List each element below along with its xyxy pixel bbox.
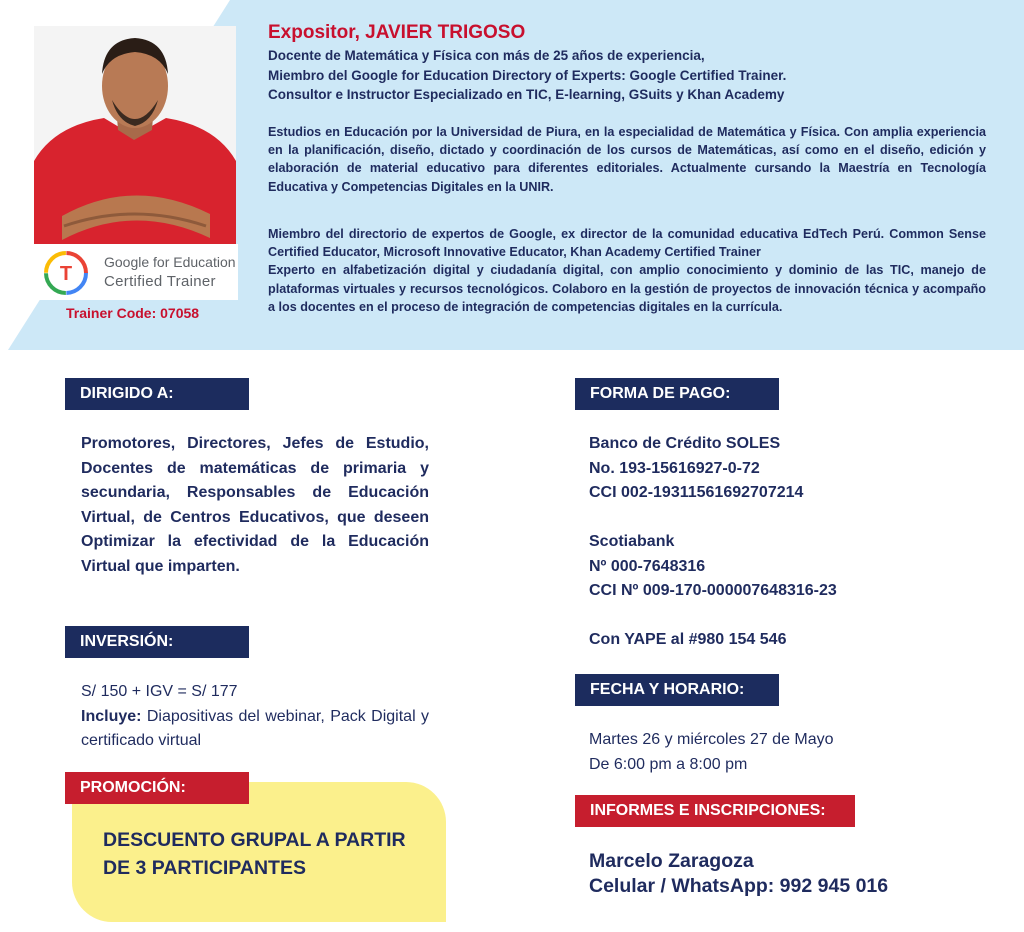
expositor-bio-2 — [268, 225, 986, 316]
bcp-line: CCI 002-19311561692707214 — [589, 484, 804, 501]
svg-text:T: T — [59, 263, 73, 285]
contact-phone: Celular / WhatsApp: 992 945 016 — [589, 875, 889, 897]
google-certified-trainer-logo-icon — [42, 249, 90, 297]
promocion-header: PROMOCIÓN: — [65, 772, 249, 804]
informes-header: INFORMES E INSCRIPCIONES: — [575, 795, 855, 827]
expositor-line: Consultor e Instructor Especializado en TIC, E-learning, GSuits y Khan Academy — [268, 87, 785, 102]
dirigido-header: DIRIGIDO A: — [65, 378, 249, 410]
yape-line: Con YAPE al #980 154 546 — [589, 631, 787, 648]
scotia-line: Scotiabank — [589, 533, 675, 550]
inversion-block — [81, 680, 429, 754]
expositor-bio-2a: Miembro del directorio de expertos de Google, ex director de la comunidad educativa EdTech Perú. Common Sense Certified Educator, Microsoft Innovative Educator, Khan Academy Certified Trainer — [268, 227, 986, 260]
expositor-line: Miembro del Google for Education Directory of Experts: Google Certified Trainer. — [268, 67, 787, 83]
includes-text: Diapositivas del webinar, Pack Digital y certificado virtual — [81, 707, 429, 749]
badge-line-2: Certified Trainer — [104, 273, 216, 290]
speaker-photo — [34, 26, 236, 246]
contact-name: Marcelo Zaragoza — [589, 850, 754, 872]
inversion-price: S/ 150 + IGV = S/ 177 — [81, 683, 238, 700]
promo-line: DE 3 PARTICIPANTES — [103, 857, 306, 879]
bcp-line: Banco de Crédito SOLES — [589, 435, 781, 452]
scotia-line: CCI Nº 009-170-000007648316-23 — [589, 582, 837, 599]
pago-details — [589, 432, 837, 653]
pago-header: FORMA DE PAGO: — [575, 378, 779, 410]
fecha-details — [589, 728, 834, 777]
includes-label: Incluye: — [81, 707, 142, 725]
dirigido-text: Promotores, Directores, Jefes de Estudio, Docentes de matemáticas de primaria y secundaria, Responsables de Educación Virtual, de Centros Educativos, que deseen Optimizar la efectividad de la Educación Virtual que imparten. — [81, 435, 429, 575]
expositor-bio-1: Estudios en Educación por la Universidad de Piura, en la especialidad de Matemática y Física. Con amplia experiencia en la planificación, diseño, dictado y coordinación de los cursos de Matemáticas, así como en el diseño, edición y elaboración de material educativo para diferentes editoriales. Actualmente cursando la Maestría en Tecnología Educativa y Competencias Digitales en la UNIR. — [268, 125, 986, 194]
promo-text — [103, 826, 423, 882]
expositor-summary — [268, 46, 1008, 105]
trainer-code: Trainer Code: 07058 — [66, 305, 200, 321]
expositor-title: Expositor, JAVIER TRIGOSO — [268, 22, 526, 43]
badge-line-1: Google for Education — [104, 254, 236, 270]
inversion-includes — [81, 705, 429, 754]
promo-line: DESCUENTO GRUPAL A PARTIR — [103, 829, 406, 851]
fecha-header: FECHA Y HORARIO: — [575, 674, 779, 706]
expositor-line: Docente de Matemática y Física con más de 25 años de experiencia, — [268, 48, 705, 63]
scotia-line: Nº 000-7648316 — [589, 557, 706, 575]
contact-info — [589, 849, 888, 899]
certified-trainer-badge — [34, 244, 238, 300]
fecha-line: De 6:00 pm a 8:00 pm — [589, 755, 748, 773]
expositor-bio-2b: Experto en alfabetización digital y ciudadanía digital, con amplio conocimiento y dominio de las TIC, manejo de plataformas virtuales y recursos tecnológicos. Colaboro en la gestión de proyectos de innovación técnica y acompaño a los docentes en el proceso de integración de competencias digitales en la currícula. — [268, 263, 986, 314]
bcp-line: No. 193-15616927-0-72 — [589, 459, 760, 477]
fecha-line: Martes 26 y miércoles 27 de Mayo — [589, 731, 834, 748]
inversion-header: INVERSIÓN: — [65, 626, 249, 658]
